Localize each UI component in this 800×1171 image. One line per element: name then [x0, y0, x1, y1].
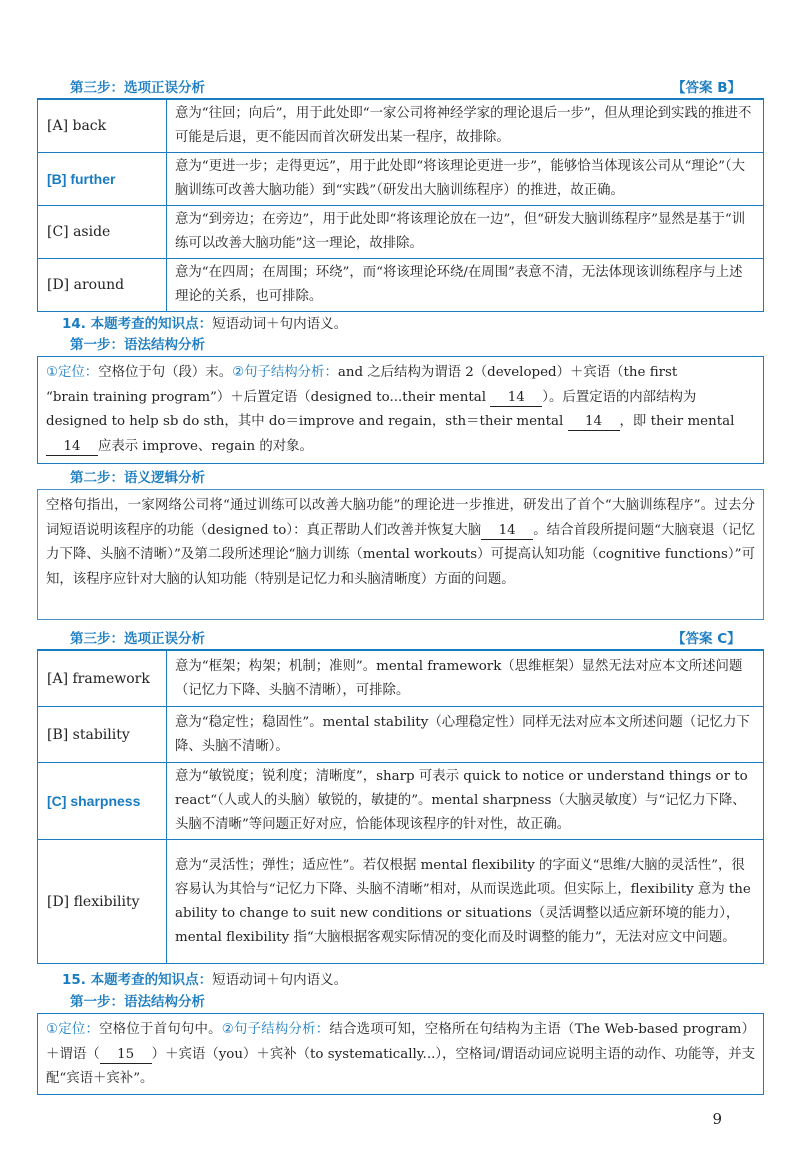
kp-label: 15. 本题考查的知识点：: [62, 972, 213, 988]
option-desc: 意为“稳定性；稳固性”。mental stability（心理稳定性）同样无法对应本文所述问题（记忆力下降、头脑不清晰）。: [167, 707, 764, 763]
option-desc: 意为“更进一步；走得更远”，用于此处即“将该理论更进一步”，能够恰当体现该公司从“理论”（大脑训练可改善大脑功能）到“实践”（研发出大脑训练程序）的推进，故正确。: [167, 153, 764, 206]
grammar-line: designed to help sb do sth，其中 do＝improve and regain，sth＝their mental 14 ，即 their mental: [46, 414, 735, 429]
step-title: 第二步：语义逻辑分析: [70, 470, 205, 486]
blank-14: 14: [46, 439, 98, 456]
logic-text: 。结合首段所提问题“大脑衰退（记忆力下降、头脑不清晰）”及第二段所述理论“脑力训练（mental workouts）可提高认知功能（cognitive functions）”可知，该程序应针对大脑的认知功能（特别是记忆力和头脑清晰度）方面的问题。: [46, 522, 755, 587]
answer-label: 【答案 B】: [672, 80, 741, 96]
option-desc: 意为“在四周；在周围；环绕”，而“将该理论环绕/在周围”表意不清，无法体现该训练程序与上述理论的关系，也可排除。: [167, 259, 764, 312]
option-label: [C] aside: [38, 206, 167, 259]
option-row: [38, 206, 764, 259]
option-row: [38, 763, 764, 840]
option-label: [A] framework: [38, 651, 167, 707]
answer-label: 【答案 C】: [672, 631, 741, 647]
option-row: [38, 651, 764, 707]
step-title: 第三步：选项正误分析: [70, 631, 205, 647]
option-desc: 意为“往回；向后”，用于此处即“一家公司将神经学家的理论退后一步”，但从理论到实践的推进不可能是后退，更不能因而首次研发出某一程序，故排除。: [167, 100, 764, 153]
blank-14: 14: [568, 414, 620, 431]
option-label-correct: [B] further: [38, 153, 167, 206]
grammar-box: [37, 356, 764, 464]
step-title: 第一步：语法结构分析: [70, 337, 205, 353]
kp-text: 短语动词＋句内语义。: [212, 316, 348, 332]
logic-box: [37, 489, 764, 620]
kp-text: 短语动词＋句内语义。: [212, 972, 348, 988]
options-table: [37, 650, 764, 964]
step-title: 第一步：语法结构分析: [70, 994, 205, 1010]
option-desc: 意为“到旁边；在旁边”，用于此处即“将该理论放在一边”，但“研发大脑训练程序”显然是基于“训练可以改善大脑功能”这一理论，故排除。: [167, 206, 764, 259]
grammar-line: “brain training program”）＋后置定语（designed to...their mental 14 ）。后置定语的内部结构为: [46, 389, 697, 405]
grammar-line: ①定位：空格位于句（段）末。②句子结构分析：and 之后结构为谓语 2（developed）＋宾语（the first: [46, 365, 678, 380]
option-row: [38, 153, 764, 206]
option-label: [D] around: [38, 259, 167, 312]
option-row: [38, 259, 764, 312]
knowledge-point: [62, 968, 347, 988]
option-desc: 意为“敏锐度；锐利度；清晰度”，sharp 可表示 quick to notice or understand things or to react“（人或人的头脑）敏锐的，敏捷的”。mental sharpness（大脑灵敏度）与“记忆力下降、头脑不清晰”等问题正好对应，恰能体现该程序的针对性，故正确。: [167, 763, 764, 840]
option-row: [38, 100, 764, 153]
blank-14: 14: [490, 390, 542, 407]
option-label-correct: [C] sharpness: [38, 763, 167, 840]
option-row: [38, 707, 764, 763]
blank-14: 14: [481, 523, 533, 540]
option-desc: 意为“框架；构架；机制；准则”。mental framework（思维框架）显然无法对应本文所述问题（记忆力下降、头脑不清晰），可排除。: [167, 651, 764, 707]
option-label: [B] stability: [38, 707, 167, 763]
option-label: [D] flexibility: [38, 840, 167, 964]
logic-text: 空格句指出，一家网络公司将“通过训练可以改善大脑功能”的理论进一步推进，研发出了首个“大脑训练程序”。过去分词短语说明该程序的功能（designed to）：真正帮助人们改善并恢复大脑: [46, 498, 755, 538]
page-number: 9: [712, 1110, 722, 1128]
options-table: [37, 99, 764, 312]
option-label: [A] back: [38, 100, 167, 153]
grammar-box: ①定位：空格位于首句句中。②句子结构分析：结合选项可知，空格所在句结构为主语（The Web-based program）＋谓语（ 15 ）＋宾语（you）＋宾补（to systematically...），空格词/谓语动词应说明主语的动作、功能等，并支配“宾语＋宾补”。: [37, 1013, 764, 1095]
knowledge-point: [62, 312, 347, 332]
step-title: 第三步：选项正误分析: [70, 80, 205, 96]
kp-label: 14. 本题考查的知识点：: [62, 316, 213, 332]
option-row: [38, 840, 764, 964]
blank-15: 15: [100, 1047, 152, 1064]
option-desc: 意为“灵活性；弹性；适应性”。若仅根据 mental flexibility 的字面义“思维/大脑的灵活性”，很容易认为其恰与“记忆力下降、头脑不清晰”相对，从而误选此项。但实际上，flexibility 意为 the ability to change to suit new conditions or situations（灵活调整以适应新环境的能力），mental flexibility 指“大脑根据客观实际情况的变化而及时调整的能力”，无法对应文中问题。: [167, 840, 764, 964]
grammar-line: 14 应表示 improve、regain 的对象。: [46, 435, 755, 460]
